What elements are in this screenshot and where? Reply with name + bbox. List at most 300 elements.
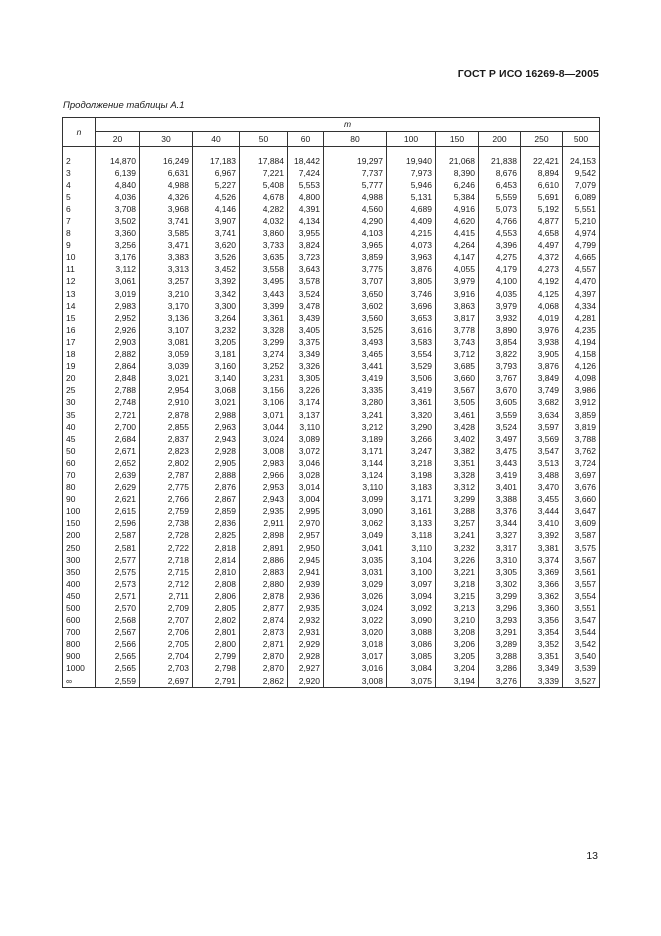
value-cell: 2,970 — [288, 518, 324, 530]
value-cell: 3,963 — [387, 252, 436, 264]
value-cell: 3,349 — [521, 663, 563, 675]
value-cell: 4,215 — [387, 228, 436, 240]
value-cell: 4,134 — [288, 215, 324, 227]
table-header — [63, 118, 600, 147]
value-cell: 3,647 — [563, 506, 600, 518]
value-cell: 4,334 — [563, 300, 600, 312]
value-cell: 8,894 — [521, 167, 563, 179]
value-cell: 3,291 — [479, 627, 521, 639]
value-cell: 4,396 — [479, 240, 521, 252]
value-cell: 3,075 — [387, 675, 436, 688]
value-cell: 2,928 — [193, 445, 240, 457]
value-cell: 4,840 — [96, 179, 140, 191]
value-cell: 2,862 — [240, 675, 288, 688]
value-cell: 2,945 — [288, 554, 324, 566]
value-cell: 21,068 — [436, 155, 479, 167]
value-cell: 2,715 — [140, 566, 193, 578]
value-cell: 3,352 — [521, 639, 563, 651]
value-cell: 3,008 — [324, 675, 387, 688]
value-cell: 3,090 — [324, 506, 387, 518]
value-cell: 3,441 — [324, 361, 387, 373]
n-value-cell: 5 — [63, 191, 96, 203]
value-cell: 7,221 — [240, 167, 288, 179]
value-cell: 3,558 — [240, 264, 288, 276]
table-row — [63, 469, 600, 481]
spacer-cell — [387, 147, 436, 156]
value-cell: 4,125 — [521, 288, 563, 300]
value-cell: 3,724 — [563, 457, 600, 469]
value-cell: 2,748 — [96, 397, 140, 409]
table-row — [63, 542, 600, 554]
value-cell: 3,525 — [324, 324, 387, 336]
value-cell: 4,391 — [288, 203, 324, 215]
value-cell: 3,299 — [479, 590, 521, 602]
value-cell: 3,176 — [96, 252, 140, 264]
value-cell: 3,697 — [563, 469, 600, 481]
n-value-cell: 70 — [63, 469, 96, 481]
value-cell: 2,966 — [240, 469, 288, 481]
value-cell: 3,979 — [479, 300, 521, 312]
value-cell: 2,805 — [193, 602, 240, 614]
value-cell: 3,527 — [563, 675, 600, 688]
value-cell: 3,968 — [140, 203, 193, 215]
value-cell: 3,696 — [387, 300, 436, 312]
value-cell: 3,778 — [436, 324, 479, 336]
n-value-cell: 15 — [63, 312, 96, 324]
value-cell: 3,547 — [521, 445, 563, 457]
value-cell: 3,212 — [324, 421, 387, 433]
value-cell: 3,106 — [240, 397, 288, 409]
m-value-header: 50 — [240, 132, 288, 147]
table-row — [63, 288, 600, 300]
value-cell: 4,557 — [563, 264, 600, 276]
value-cell: 3,609 — [563, 518, 600, 530]
value-cell: 3,554 — [387, 349, 436, 361]
value-cell: 3,712 — [436, 349, 479, 361]
value-cell: 2,954 — [140, 385, 193, 397]
value-cell: 3,339 — [521, 675, 563, 688]
table-caption: Продолжение таблицы А.1 — [63, 100, 185, 111]
n-value-cell: 14 — [63, 300, 96, 312]
value-cell: 2,939 — [288, 578, 324, 590]
value-cell: 2,704 — [140, 651, 193, 663]
value-cell: 3,488 — [521, 469, 563, 481]
value-cell: 3,022 — [324, 615, 387, 627]
value-cell: 3,860 — [240, 228, 288, 240]
value-cell: 3,326 — [288, 361, 324, 373]
value-cell: 4,035 — [479, 288, 521, 300]
value-cell: 3,762 — [563, 445, 600, 457]
table-row — [63, 336, 600, 348]
value-cell: 3,854 — [479, 336, 521, 348]
value-cell: 3,231 — [240, 373, 288, 385]
value-cell: 2,798 — [193, 663, 240, 675]
value-cell: 4,281 — [563, 312, 600, 324]
n-value-cell: 2 — [63, 155, 96, 167]
value-cell: 16,249 — [140, 155, 193, 167]
table-row — [63, 566, 600, 578]
value-cell: 3,181 — [193, 349, 240, 361]
value-cell: 3,965 — [324, 240, 387, 252]
value-cell: 4,415 — [436, 228, 479, 240]
value-cell: 3,335 — [324, 385, 387, 397]
value-cell: 3,081 — [140, 336, 193, 348]
value-cell: 3,567 — [436, 385, 479, 397]
value-cell: 2,810 — [193, 566, 240, 578]
value-cell: 3,506 — [387, 373, 436, 385]
table-row — [63, 445, 600, 457]
n-value-cell: 45 — [63, 433, 96, 445]
n-value-cell: 12 — [63, 276, 96, 288]
value-cell: 3,160 — [193, 361, 240, 373]
n-value-cell: 25 — [63, 385, 96, 397]
value-cell: 3,092 — [387, 602, 436, 614]
value-cell: 8,390 — [436, 167, 479, 179]
value-cell: 2,728 — [140, 530, 193, 542]
value-cell: 3,707 — [324, 276, 387, 288]
value-cell: 2,859 — [193, 506, 240, 518]
value-cell: 2,927 — [288, 663, 324, 675]
value-cell: 5,559 — [479, 191, 521, 203]
value-cell: 3,210 — [140, 288, 193, 300]
n-value-cell: 30 — [63, 397, 96, 409]
value-cell: 2,738 — [140, 518, 193, 530]
value-cell: 2,935 — [288, 602, 324, 614]
n-value-cell: 9 — [63, 240, 96, 252]
value-cell: 3,382 — [436, 445, 479, 457]
value-cell: 17,884 — [240, 155, 288, 167]
value-cell: 3,443 — [479, 457, 521, 469]
value-cell: 19,297 — [324, 155, 387, 167]
value-cell: 2,615 — [96, 506, 140, 518]
value-cell: 2,652 — [96, 457, 140, 469]
value-cell: 3,305 — [288, 373, 324, 385]
value-cell: 3,290 — [387, 421, 436, 433]
value-cell: 4,073 — [387, 240, 436, 252]
n-value-cell: 13 — [63, 288, 96, 300]
value-cell: 2,587 — [96, 530, 140, 542]
value-cell: 3,643 — [288, 264, 324, 276]
m-value-header: 500 — [563, 132, 600, 147]
value-cell: 2,952 — [96, 312, 140, 324]
value-cell: 6,089 — [563, 191, 600, 203]
value-cell: 2,721 — [96, 409, 140, 421]
value-cell: 2,837 — [140, 433, 193, 445]
value-cell: 3,635 — [240, 252, 288, 264]
table-row — [63, 397, 600, 409]
value-cell: 3,567 — [563, 554, 600, 566]
value-cell: 2,788 — [96, 385, 140, 397]
value-cell: 3,402 — [436, 433, 479, 445]
value-cell: 3,286 — [479, 663, 521, 675]
value-cell: 3,218 — [436, 578, 479, 590]
value-cell: 3,682 — [521, 397, 563, 409]
value-cell: 7,737 — [324, 167, 387, 179]
value-cell: 2,823 — [140, 445, 193, 457]
value-cell: 3,561 — [563, 566, 600, 578]
value-cell: 3,569 — [521, 433, 563, 445]
value-cell: 4,192 — [521, 276, 563, 288]
table-row — [63, 457, 600, 469]
value-cell: 3,232 — [193, 324, 240, 336]
value-cell: 2,718 — [140, 554, 193, 566]
value-cell: 2,870 — [240, 663, 288, 675]
value-cell: 3,526 — [193, 252, 240, 264]
value-cell: 3,723 — [288, 252, 324, 264]
value-cell: 2,876 — [193, 482, 240, 494]
value-cell: 2,880 — [240, 578, 288, 590]
value-cell: 2,867 — [193, 494, 240, 506]
value-cell: 3,313 — [140, 264, 193, 276]
value-cell: 3,905 — [521, 349, 563, 361]
value-cell: 2,995 — [288, 506, 324, 518]
n-value-cell: ∞ — [63, 675, 96, 688]
value-cell: 6,610 — [521, 179, 563, 191]
value-cell: 3,183 — [387, 482, 436, 494]
value-cell: 3,221 — [436, 566, 479, 578]
value-cell: 3,660 — [563, 494, 600, 506]
value-cell: 3,031 — [324, 566, 387, 578]
n-value-cell: 250 — [63, 542, 96, 554]
value-cell: 3,559 — [479, 409, 521, 421]
value-cell: 3,061 — [96, 276, 140, 288]
n-value-cell: 10 — [63, 252, 96, 264]
value-cell: 2,566 — [96, 639, 140, 651]
value-cell: 4,526 — [193, 191, 240, 203]
value-cell: 3,110 — [288, 421, 324, 433]
value-cell: 9,542 — [563, 167, 600, 179]
spacer-cell — [140, 147, 193, 156]
value-cell: 3,478 — [288, 300, 324, 312]
value-cell: 2,874 — [240, 615, 288, 627]
value-cell: 3,955 — [288, 228, 324, 240]
value-cell: 3,676 — [563, 482, 600, 494]
value-cell: 2,621 — [96, 494, 140, 506]
table-row — [63, 506, 600, 518]
value-cell: 3,392 — [193, 276, 240, 288]
value-cell: 4,372 — [521, 252, 563, 264]
value-cell: 2,825 — [193, 530, 240, 542]
value-cell: 3,976 — [521, 324, 563, 336]
value-cell: 3,399 — [240, 300, 288, 312]
value-cell: 3,100 — [387, 566, 436, 578]
value-cell: 3,539 — [563, 663, 600, 675]
value-cell: 3,104 — [387, 554, 436, 566]
value-cell: 6,246 — [436, 179, 479, 191]
n-value-cell: 19 — [63, 361, 96, 373]
value-cell: 3,171 — [324, 445, 387, 457]
value-cell: 3,252 — [240, 361, 288, 373]
value-cell: 3,502 — [96, 215, 140, 227]
value-cell: 2,573 — [96, 578, 140, 590]
value-cell: 2,711 — [140, 590, 193, 602]
value-cell: 3,493 — [324, 336, 387, 348]
value-cell: 3,444 — [521, 506, 563, 518]
value-cell: 3,020 — [324, 627, 387, 639]
value-cell: 2,943 — [193, 433, 240, 445]
value-cell: 3,213 — [436, 602, 479, 614]
value-cell: 21,838 — [479, 155, 521, 167]
value-cell: 4,264 — [436, 240, 479, 252]
n-value-cell: 17 — [63, 336, 96, 348]
m-value-header: 20 — [96, 132, 140, 147]
value-cell: 3,320 — [387, 409, 436, 421]
value-cell: 4,126 — [563, 361, 600, 373]
value-cell: 2,802 — [193, 615, 240, 627]
value-cell: 3,376 — [479, 506, 521, 518]
value-cell: 3,280 — [324, 397, 387, 409]
table-row — [63, 203, 600, 215]
table-row — [63, 215, 600, 227]
value-cell: 4,158 — [563, 349, 600, 361]
value-cell: 2,848 — [96, 373, 140, 385]
value-cell: 3,264 — [193, 312, 240, 324]
value-cell: 4,877 — [521, 215, 563, 227]
value-cell: 3,374 — [521, 554, 563, 566]
table-row — [63, 554, 600, 566]
value-cell: 2,575 — [96, 566, 140, 578]
value-cell: 3,419 — [387, 385, 436, 397]
value-cell: 2,983 — [240, 457, 288, 469]
value-cell: 4,194 — [563, 336, 600, 348]
value-cell: 3,597 — [521, 421, 563, 433]
value-cell: 4,098 — [563, 373, 600, 385]
value-cell: 3,059 — [140, 349, 193, 361]
value-cell: 5,946 — [387, 179, 436, 191]
table-row — [63, 663, 600, 675]
value-cell: 3,805 — [387, 276, 436, 288]
value-cell: 3,257 — [436, 518, 479, 530]
table-row — [63, 590, 600, 602]
value-cell: 3,174 — [288, 397, 324, 409]
value-cell: 3,497 — [479, 433, 521, 445]
n-value-cell: 50 — [63, 445, 96, 457]
value-cell: 3,289 — [479, 639, 521, 651]
value-cell: 2,703 — [140, 663, 193, 675]
value-cell: 4,397 — [563, 288, 600, 300]
value-cell: 3,361 — [240, 312, 288, 324]
value-cell: 3,071 — [240, 409, 288, 421]
value-cell: 4,326 — [140, 191, 193, 203]
value-cell: 3,097 — [387, 578, 436, 590]
value-cell: 2,629 — [96, 482, 140, 494]
value-cell: 3,299 — [436, 494, 479, 506]
table-row — [63, 179, 600, 191]
value-cell: 2,941 — [288, 566, 324, 578]
value-cell: 4,100 — [479, 276, 521, 288]
value-cell: 3,354 — [521, 627, 563, 639]
table-row — [63, 409, 600, 421]
value-cell: 3,443 — [240, 288, 288, 300]
value-cell: 3,349 — [288, 349, 324, 361]
document-header-code: ГОСТ Р ИСО 16269-8—2005 — [457, 68, 599, 80]
value-cell: 3,136 — [140, 312, 193, 324]
value-cell: 2,706 — [140, 627, 193, 639]
value-cell: 3,039 — [140, 361, 193, 373]
value-cell: 3,232 — [436, 542, 479, 554]
table-row — [63, 373, 600, 385]
value-cell: 2,943 — [240, 494, 288, 506]
value-cell: 3,419 — [324, 373, 387, 385]
value-cell: 3,241 — [436, 530, 479, 542]
value-cell: 4,766 — [479, 215, 521, 227]
value-cell: 2,565 — [96, 663, 140, 675]
value-cell: 3,112 — [96, 264, 140, 276]
value-cell: 2,799 — [193, 651, 240, 663]
value-cell: 3,824 — [288, 240, 324, 252]
value-cell: 3,388 — [479, 494, 521, 506]
value-cell: 2,878 — [240, 590, 288, 602]
value-cell: 3,084 — [387, 663, 436, 675]
value-cell: 3,822 — [479, 349, 521, 361]
spacer-cell — [63, 147, 96, 156]
value-cell: 2,953 — [240, 482, 288, 494]
value-cell: 5,384 — [436, 191, 479, 203]
value-cell: 3,300 — [193, 300, 240, 312]
value-cell: 3,859 — [563, 409, 600, 421]
value-cell: 14,870 — [96, 155, 140, 167]
value-cell: 2,801 — [193, 627, 240, 639]
value-cell: 3,274 — [240, 349, 288, 361]
spacer-cell — [563, 147, 600, 156]
value-cell: 2,700 — [96, 421, 140, 433]
value-cell: 3,907 — [193, 215, 240, 227]
n-value-cell: 900 — [63, 651, 96, 663]
value-cell: 5,227 — [193, 179, 240, 191]
value-cell: 2,903 — [96, 336, 140, 348]
value-cell: 3,360 — [521, 602, 563, 614]
m-value-header: 80 — [324, 132, 387, 147]
n-value-cell: 400 — [63, 578, 96, 590]
value-cell: 3,465 — [324, 349, 387, 361]
value-cell: 3,171 — [387, 494, 436, 506]
value-cell: 3,049 — [324, 530, 387, 542]
value-cell: 3,218 — [387, 457, 436, 469]
value-cell: 3,419 — [479, 469, 521, 481]
value-cell: 3,302 — [479, 578, 521, 590]
value-cell: 3,788 — [563, 433, 600, 445]
value-cell: 2,818 — [193, 542, 240, 554]
value-cell: 2,571 — [96, 590, 140, 602]
value-cell: 3,215 — [436, 590, 479, 602]
table-row — [63, 312, 600, 324]
value-cell: 3,206 — [436, 639, 479, 651]
value-cell: 7,079 — [563, 179, 600, 191]
value-cell: 3,288 — [436, 506, 479, 518]
value-cell: 2,567 — [96, 627, 140, 639]
table-row — [63, 518, 600, 530]
value-cell: 3,540 — [563, 651, 600, 663]
n-value-cell: 60 — [63, 457, 96, 469]
value-cell: 5,408 — [240, 179, 288, 191]
value-cell: 3,110 — [324, 482, 387, 494]
value-cell: 2,712 — [140, 578, 193, 590]
value-cell: 3,204 — [436, 663, 479, 675]
value-cell: 3,072 — [288, 445, 324, 457]
value-cell: 3,366 — [521, 578, 563, 590]
value-cell: 3,369 — [521, 566, 563, 578]
value-cell: 3,205 — [193, 336, 240, 348]
value-cell: 3,938 — [521, 336, 563, 348]
value-cell: 7,424 — [288, 167, 324, 179]
value-cell: 3,089 — [288, 433, 324, 445]
value-cell: 3,670 — [479, 385, 521, 397]
table-row — [63, 494, 600, 506]
spacer-cell — [436, 147, 479, 156]
value-cell: 24,153 — [563, 155, 600, 167]
value-cell: 3,118 — [387, 530, 436, 542]
value-cell: 2,873 — [240, 627, 288, 639]
